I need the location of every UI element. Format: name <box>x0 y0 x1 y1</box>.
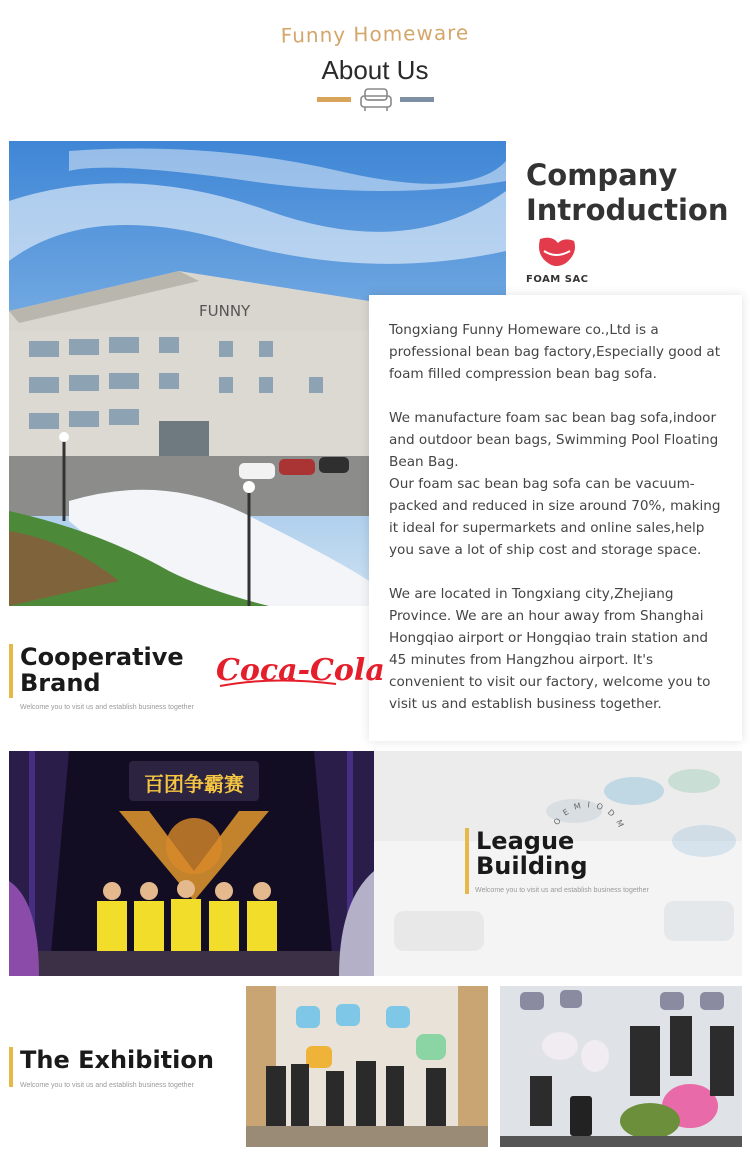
accent-bar <box>9 644 13 698</box>
accent-bar <box>465 828 469 894</box>
cooperative-caption: Welcome you to visit us and establish business together <box>20 704 194 711</box>
svg-text:Coca-Cola: Coca-Cola <box>216 653 385 688</box>
cooperative-title-line1: Cooperative <box>20 643 184 671</box>
intro-title-line2: Introduction <box>526 193 729 227</box>
stage-banner: 百团争霸赛 <box>144 772 244 796</box>
coca-cola-logo <box>214 646 385 692</box>
intro-paragraph: We are located in Tongxiang city,Zhejiang Province. We are an hour away from Shanghai Hongqiao airport or Hongqiao train station and 45 minutes from Hangzhou airport. It's convenient to visit our factory, welcome you to visit us and establish business together. <box>389 586 711 712</box>
exhibition-photo-2 <box>500 986 742 1147</box>
league-title-line2: Building <box>476 852 588 880</box>
league-title-line1: League <box>476 827 575 855</box>
intro-paragraph: Tongxiang Funny Homeware co.,Ltd is a professional bean bag factory,Especially good at foam filled compression bean bag sofa. <box>389 322 721 382</box>
exhibition-title: The Exhibition <box>20 1046 214 1074</box>
sofa-icon <box>359 86 393 114</box>
page-title: About Us <box>321 55 429 85</box>
intro-paragraph: Our foam sac bean bag sofa can be vacuum-packed and reduced in size around 70%, making it ideal for supermarkets and online sales,help you save a lot of ship cost and storage space. <box>389 476 721 558</box>
exhibition-heading <box>9 1047 229 1087</box>
accent-bar <box>9 1047 13 1087</box>
about-header <box>0 0 750 130</box>
exhibition-photo-1 <box>246 986 488 1147</box>
decor-bar-right <box>400 97 434 102</box>
decor-bar-left <box>317 97 351 102</box>
header-subtitle: Funny Homeware <box>280 20 470 48</box>
intro-title-line1: Company <box>526 158 678 192</box>
cooperative-brand-heading <box>9 644 229 704</box>
cooperative-title-line2: Brand <box>20 669 101 697</box>
intro-paragraph: We manufacture foam sac bean bag sofa,indoor and outdoor bean bags, Swimming Pool Floating Bean Bag. <box>389 410 719 470</box>
exhibition-caption: Welcome you to visit us and establish business together <box>20 1082 194 1089</box>
brand-name: FOAM SAC <box>526 274 589 285</box>
intro-text-card <box>369 295 742 741</box>
company-intro-heading <box>526 158 729 228</box>
svg-text:OEMIODM: OEMIODM <box>551 800 628 834</box>
factory-sign: FUNNY <box>199 302 251 320</box>
oem-odm-watermark <box>548 796 628 876</box>
league-caption: Welcome you to visit us and establish business together <box>475 887 649 894</box>
league-event-photo <box>9 751 374 976</box>
